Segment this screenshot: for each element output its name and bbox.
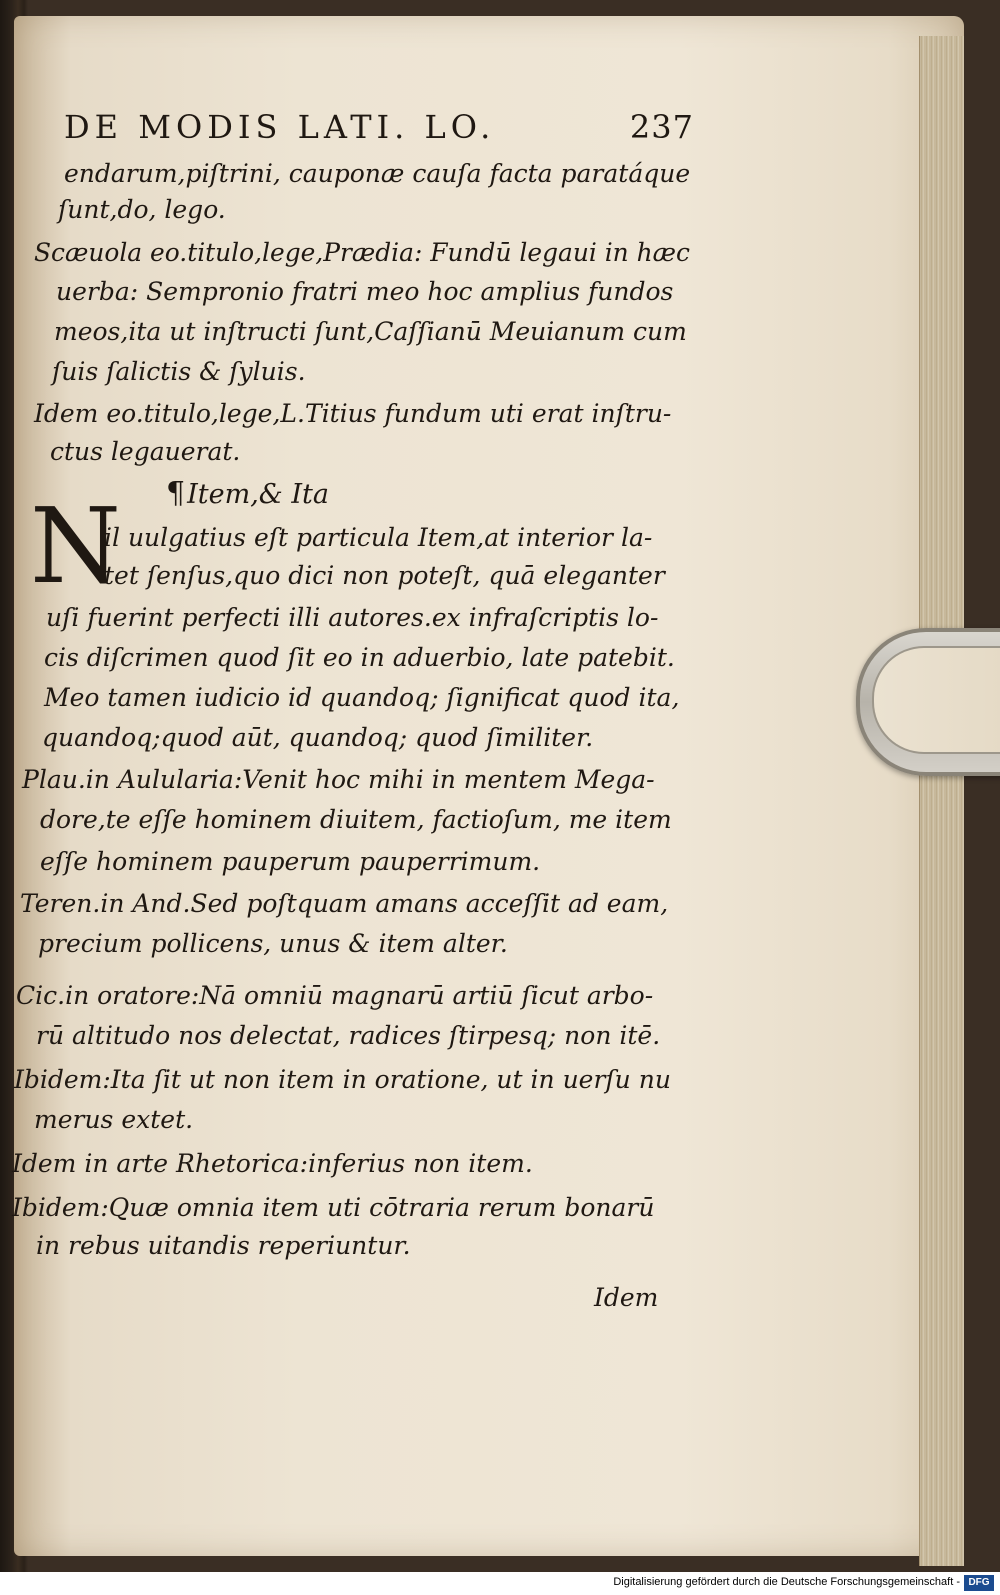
text-line: Cic.in oratore:Nā omniū magnarū artiū ſicut arbo- xyxy=(16,981,654,1010)
text-line: il uulgatius eſt particula Item,at interior la- xyxy=(104,523,653,552)
text-line: tet ſenſus,quo dici non poteſt, quā eleganter xyxy=(104,561,665,590)
text-line: Idem eo.titulo,lege,L.Titius fundum uti erat inſtru- xyxy=(34,399,672,428)
text-line: endarum,piſtrini, cauponæ cauſa facta paratáque xyxy=(64,159,691,188)
text-line: eſſe hominem pauperum pauperrimum. xyxy=(40,847,541,876)
dfg-logo: DFG xyxy=(964,1575,994,1591)
text-line: uerba: Sempronio fratri meo hoc amplius fundos xyxy=(56,277,674,306)
catchword: Idem xyxy=(594,1283,659,1312)
text-line: uſi fuerint perfecti illi autores.ex infraſcriptis lo- xyxy=(46,603,659,632)
text-line: in rebus uitandis reperiuntur. xyxy=(36,1231,411,1260)
running-head xyxy=(64,108,694,148)
decorated-initial: N xyxy=(30,485,121,607)
running-head-title: DE MODIS LATI. LO. xyxy=(64,108,496,146)
page-fore-edge xyxy=(919,36,964,1566)
text-line: Plau.in Aulularia:Venit hoc mihi in mentem Mega- xyxy=(22,765,655,794)
text-line: meos,ita ut inſtructi ſunt,Caſſianū Meuianum cum xyxy=(54,317,687,346)
text-line: ſuis ſalictis & ſyluis. xyxy=(52,357,306,386)
pilcrow-icon: ¶ xyxy=(166,476,186,511)
text-line: ſunt,do, lego. xyxy=(58,195,226,224)
text-line: Idem in arte Rhetorica:inferius non item. xyxy=(12,1149,533,1178)
text-line: Scæuola eo.titulo,lege,Prædia: Fundū legaui in hæc xyxy=(34,238,690,267)
text-line: quandoq;quod aūt, quandoq; quod ſimiliter. xyxy=(42,723,594,752)
text-line: Ibidem:Quæ omnia item uti cōtraria rerum bonarū xyxy=(12,1193,655,1222)
text-line: dore,te eſſe hominem diuitem, factioſum, me item xyxy=(40,805,672,834)
text-line: ctus legauerat. xyxy=(50,437,241,466)
text-line: rū altitudo nos delectat, radices ſtirpesq; non itē. xyxy=(36,1021,661,1050)
section-heading-text: Item,& Ita xyxy=(187,479,330,510)
book-clasp-inner xyxy=(872,646,1000,754)
text-line: merus extet. xyxy=(34,1105,194,1134)
text-line: Teren.in And.Sed poſtquam amans acceſſit ad eam, xyxy=(20,889,669,918)
text-line: Ibidem:Ita ſit ut non item in oratione, ut in uerſu nu xyxy=(14,1065,671,1094)
text-line: cis diſcrimen quod ſit eo in aduerbio, late patebit. xyxy=(44,643,675,672)
folio-number: 237 xyxy=(629,108,694,146)
section-heading xyxy=(166,476,329,513)
footer-bar xyxy=(0,1572,1000,1595)
footer-credit: Digitalisierung gefördert durch die Deutsche Forschungsgemeinschaft - xyxy=(613,1576,960,1588)
book-clasp xyxy=(856,628,1000,776)
text-line: precium pollicens, unus & item alter. xyxy=(38,929,508,958)
text-line: Meo tamen iudicio id quandoq; ſignificat quod ita, xyxy=(44,683,680,712)
